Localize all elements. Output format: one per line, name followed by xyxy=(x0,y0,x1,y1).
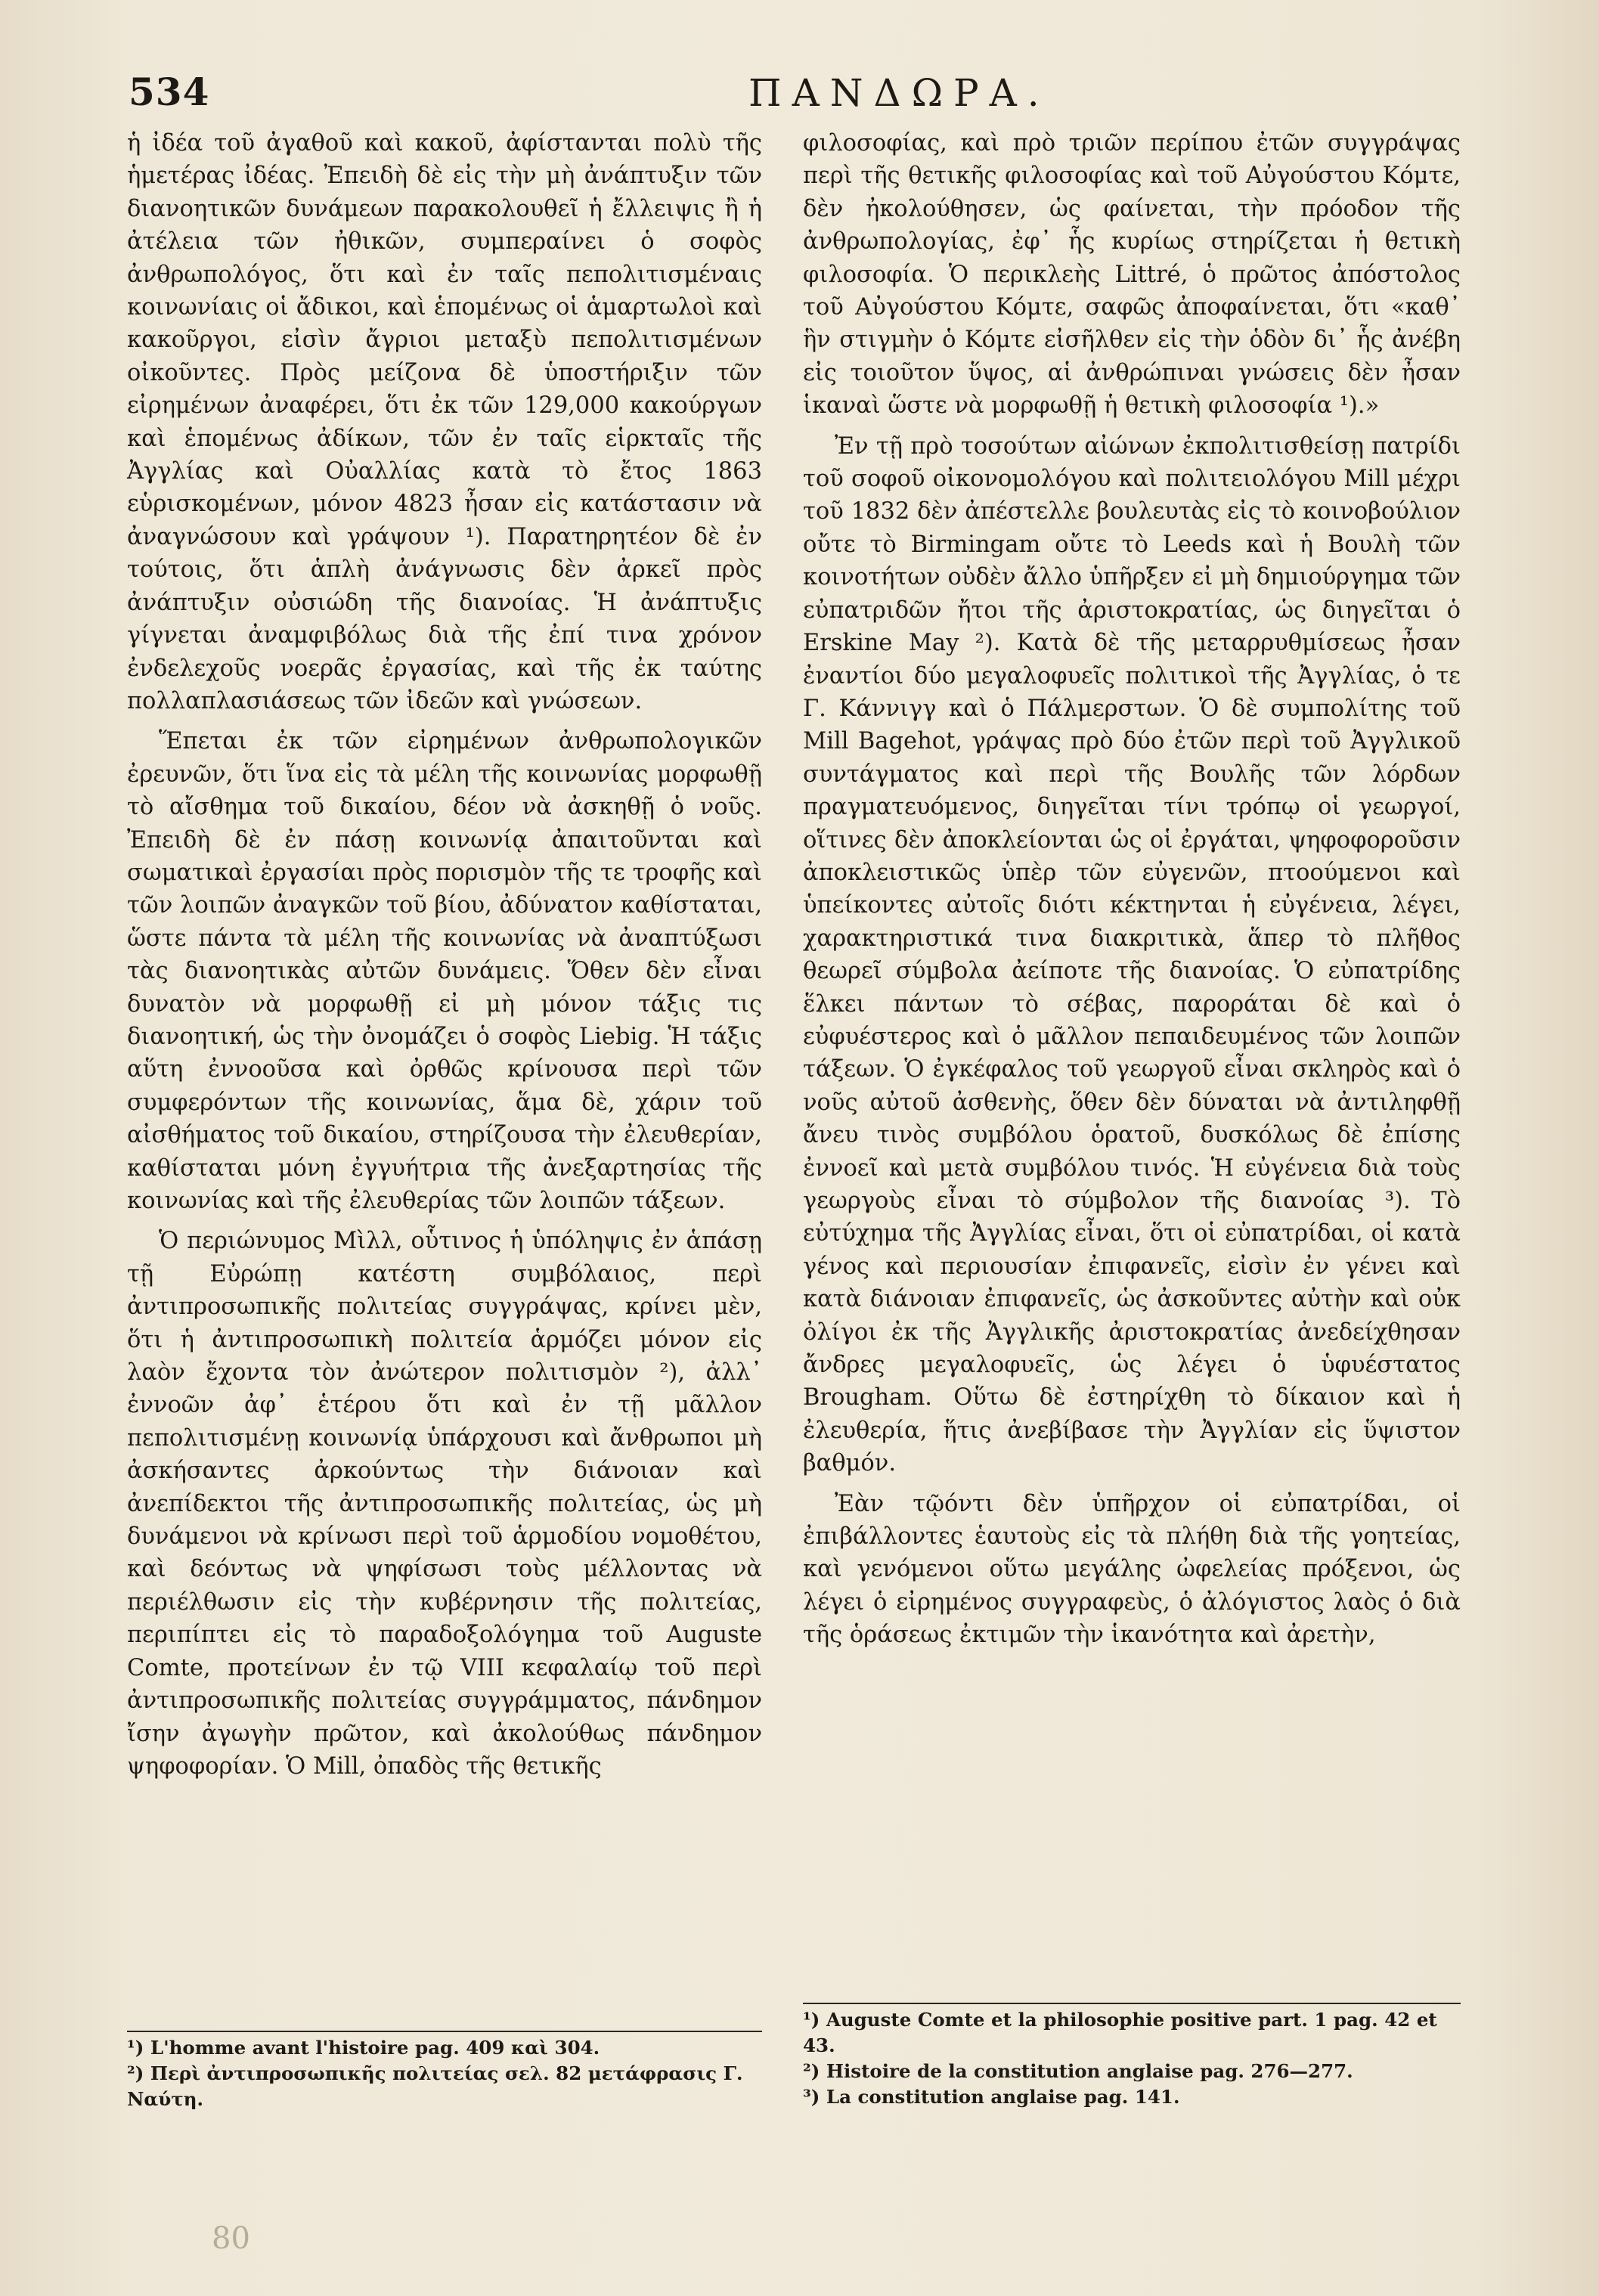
footnote: ¹) L'homme avant l'histoire pag. 409 καὶ 304. xyxy=(127,2037,600,2059)
footnotes-right xyxy=(803,2007,1461,2110)
paragraph: φιλοσοφίας, καὶ πρὸ τριῶν περίπου ἐτῶν συγγράψας περὶ τῆς θετικῆς φιλοσοφίας καὶ τοῦ Αὐγούστου Κόμτε, δὲν ἠκολούθησεν, ὡς φαίνεται, τὴν πρόοδον τῆς ἀνθρωπολογίας, ἐφ᾽ ἧς κυρίως στηρίζεται ἡ θετικὴ φιλοσοφία. Ὁ περικλεὴς Littré, ὁ πρῶτος ἀπόστολος τοῦ Αὐγούστου Κόμτε, σαφῶς ἀποφαίνεται, ὅτι «καθ᾽ ἣν στιγμὴν ὁ Κόμτε εἰσῆλθεν εἰς τὴν ὁδὸν δι᾽ ἧς ἀνέβη εἰς τοιοῦτον ὕψος, αἱ ἀνθρώπιναι γνώσεις δὲν ἦσαν ἱκαναὶ ὥστε νὰ μορφωθῇ ἡ θετικὴ φιλοσοφία ¹).» xyxy=(803,130,1461,420)
paragraph: Ἐὰν τῷόντι δὲν ὑπῆρχον οἱ εὐπατρίδαι, οἱ ἐπιβάλλοντες ἑαυτοὺς εἰς τὰ πλήθη διὰ τῆς γοητείας, καὶ γενόμενοι οὕτω μεγάλης ὠφελείας πρόξενοι, ὡς λέγει ὁ εἰρημένος συγγραφεὺς, ὁ ἀλόγιστος λαὸς ὁ διὰ τῆς ὁράσεως ἐκτιμῶν τὴν ἱκανότητα καὶ ἀρετὴν, xyxy=(803,1490,1461,1649)
left-column xyxy=(127,127,762,1783)
paragraph: Ὁ περιώνυμος Μὶλλ, οὗτινος ἡ ὑπόληψις ἐν ἁπάσῃ τῇ Εὐρώπῃ κατέστη συμβόλαιος, περὶ ἀντιπροσωπικῆς πολιτείας συγγράψας, κρίνει μὲν, ὅτι ἡ ἀντιπροσωπικὴ πολιτεία ἁρμόζει μόνον εἰς λαὸν ἔχοντα τὸν ἀνώτερον πολιτισμὸν ²), ἀλλ᾽ ἐννοῶν ἀφ᾽ ἑτέρου ὅτι καὶ ἐν τῇ μᾶλλον πεπολιτισμένῃ κοινωνίᾳ ὑπάρχουσι καὶ ἄνθρωποι μὴ ἀσκήσαντες ἀρκούντως τὴν διάνοιαν καὶ ἀνεπίδεκτοι τῆς ἀντιπροσωπικῆς πολιτείας, ὡς μὴ δυνάμενοι νὰ κρίνωσι περὶ τοῦ ἁρμοδίου νομοθέτου, καὶ δεόντως νὰ ψηφίσωσι τοὺς μέλλοντας νὰ περιέλθωσιν εἰς τὴν κυβέρνησιν τῆς πολιτείας, περιπίπτει εἰς τὸ παραδοξολόγημα τοῦ Auguste Comte, προτείνων ἐν τῷ VIII κεφαλαίῳ τοῦ περὶ ἀντιπροσωπικῆς πολιτείας συγγράμματος, πάνδημον ἴσην ἀγωγὴν πρῶτον, καὶ ἀκολούθως πάνδημον ψηφοφορίαν. Ὁ Mill, ὀπαδὸς τῆς θετικῆς xyxy=(127,1228,762,1780)
page-header xyxy=(129,70,1459,122)
footnote: ²) Περὶ ἀντιπροσωπικῆς πολιτείας σελ. 82 μετάφρασις Γ. Ναύτη. xyxy=(127,2062,743,2110)
running-title: ΠΑΝΔΩΡΑ. xyxy=(748,71,1050,115)
paragraph: Ἕπεται ἐκ τῶν εἰρημένων ἀνθρωπολογικῶν ἐρευνῶν, ὅτι ἵνα εἰς τὰ μέλη τῆς κοινωνίας μορφωθῇ τὸ αἴσθημα τοῦ δικαίου, δέον νὰ ἀσκηθῇ ὁ νοῦς. Ἐπειδὴ δὲ ἐν πάσῃ κοινωνίᾳ ἀπαιτοῦνται καὶ σωματικαὶ ἐργασίαι πρὸς πορισμὸν τῆς τε τροφῆς καὶ τῶν λοιπῶν ἀναγκῶν τοῦ βίου, ἀδύνατον καθίσταται, ὥστε πάντα τὰ μέλη τῆς κοινωνίας νὰ ἀναπτύξωσι τὰς διανοητικὰς αὐτῶν δυνάμεις. Ὅθεν δὲν εἶναι δυνατὸν νὰ μορφωθῇ εἰ μὴ μόνον τάξις τις διανοητική, ὡς τὴν ὀνομάζει ὁ σοφὸς Liebig. Ἡ τάξις αὕτη ἐννοοῦσα καὶ ὀρθῶς κρίνουσα περὶ τῶν συμφερόντων τῆς κοινωνίας, ἅμα δὲ, χάριν τοῦ αἰσθήματος τοῦ δικαίου, στηρίζουσα τὴν ἐλευθερίαν, καθίσταται μόνη ἐγγυήτρια τῆς ἀνεξαρτησίας τῆς κοινωνίας καὶ τῆς ἐλευθερίας τῶν λοιπῶν τάξεων. xyxy=(127,728,762,1214)
footnote-divider xyxy=(127,2031,762,2032)
footnotes-left xyxy=(127,2035,762,2112)
page-number: 534 xyxy=(129,70,210,114)
library-stamp: 80 xyxy=(212,2221,250,2256)
right-column xyxy=(803,127,1461,1652)
footnote-divider xyxy=(803,2003,1461,2004)
footnote: ²) Histoire de la constitution anglaise pag. 276—277. xyxy=(803,2060,1353,2082)
paragraph: Ἐν τῇ πρὸ τοσούτων αἰώνων ἐκπολιτισθείσῃ πατρίδι τοῦ σοφοῦ οἰκονομολόγου καὶ πολιτειολόγου Mill μέχρι τοῦ 1832 δὲν ἀπέστελλε βουλευτὰς εἰς τὸ κοινοβούλιον οὔτε τὸ Birmingam οὔτε τὸ Leeds καὶ ἡ Βουλὴ τῶν κοινοτήτων οὐδὲν ἄλλο ὑπῆρξεν εἰ μὴ δημιούργημα τῶν εὐπατριδῶν ἤτοι τῆς ἀριστοκρατίας, ὡς διηγεῖται ὁ Erskine May ²). Κατὰ δὲ τῆς μεταρρυθμίσεως ἦσαν ἐναντίοι δύο μεγαλοφυεῖς πολιτικοὶ τῆς Ἀγγλίας, ὁ τε Γ. Κάννιγγ καὶ ὁ Πάλμερστων. Ὁ δὲ συμπολίτης τοῦ Mill Bagehot, γράψας πρὸ δύο ἐτῶν περὶ τοῦ Ἀγγλικοῦ συντάγματος καὶ περὶ τῆς Βουλῆς τῶν λόρδων πραγματευόμενος, διηγεῖται τίνι τρόπῳ οἱ γεωργοί, οἵτινες δὲν ἀποκλείονται ὡς οἱ ἐργάται, ψηφοφοροῦσιν ἀποκλειστικῶς ὑπὲρ τῶν εὐγενῶν, πτοούμενοι καὶ ὑπείκοντες αὐτοῖς διότι κέκτηνται ἡ εὐγένεια, λέγει, χαρακτηριστικά τινα διακριτικὰ, ἅπερ τὸ πλῆθος θεωρεῖ σύμβολα ἀείποτε τῆς διανοίας. Ὁ εὐπατρίδης ἕλκει πάντων τὸ σέβας, παροράται δὲ καὶ ὁ εὐφυέστερος καὶ ὁ μᾶλλον πεπαιδευμένος τῶν λοιπῶν τάξεων. Ὁ ἐγκέφαλος τοῦ γεωργοῦ εἶναι σκληρὸς καὶ ὁ νοῦς αὐτοῦ ἀσθενὴς, ὅθεν δὲν δύναται νὰ ἀντιληφθῇ ἄνευ τινὸς συμβόλου ὁρατοῦ, δυσκόλως δὲ ἐπίσης ἐννοεῖ καὶ μετὰ συμβόλου τινός. Ἡ εὐγένεια διὰ τοὺς γεωργοὺς εἶναι τὸ σύμβολον τῆς διανοίας ³). Τὸ εὐτύχημα τῆς Ἀγγλίας εἶναι, ὅτι οἱ εὐπατρίδαι, οἱ κατὰ γένος καὶ περιουσίαν ἐπιφανεῖς, εἰσὶν ἐν γένει καὶ κατὰ διάνοιαν ἐπιφανεῖς, ὡς ἀσκοῦντες αὐτὴν καὶ οὐκ ὀλίγοι ἐκ τῆς Ἀγγλικῆς ἀριστοκρατίας ἀνεδείχθησαν ἄνδρες μεγαλοφυεῖς, ὡς λέγει ὁ ὑφυέστατος Brougham. Οὕτω δὲ ἐστηρίχθη τὸ δίκαιον καὶ ἡ ἐλευθερία, ἥτις ἀνεβίβασε τὴν Ἀγγλίαν εἰς ὕψιστον βαθμόν. xyxy=(803,432,1461,1477)
footnote: ³) La constitution anglaise pag. 141. xyxy=(803,2086,1180,2108)
footnote: ¹) Auguste Comte et la philosophie positive part. 1 pag. 42 et 43. xyxy=(803,2009,1437,2056)
paragraph: ἡ ἰδέα τοῦ ἀγαθοῦ καὶ κακοῦ, ἀφίστανται πολὺ τῆς ἡμετέρας ἰδέας. Ἐπειδὴ δὲ εἰς τὴν μὴ ἀνάπτυξιν τῶν διανοητικῶν δυνάμεων παρακολουθεῖ ἡ ἔλλειψις ἢ ἡ ἀτέλεια τῶν ἠθικῶν, συμπεραίνει ὁ σοφὸς ἀνθρωπολόγος, ὅτι καὶ ἐν ταῖς πεπολιτισμέναις κοινωνίαις οἱ ἄδικοι, καὶ ἑπομένως οἱ ἁμαρτωλοὶ καὶ κακοῦργοι, εἰσὶν ἄγριοι μεταξὺ πεπολιτισμένων οἰκοῦντες. Πρὸς μείζονα δὲ ὑποστήριξιν τῶν εἰρημένων ἀναφέρει, ὅτι ἐκ τῶν 129,000 κακούργων καὶ ἑπομένως ἀδίκων, τῶν ἐν ταῖς εἱρκταῖς τῆς Ἀγγλίας καὶ Οὐαλλίας κατὰ τὸ ἔτος 1863 εὑρισκομένων, μόνον 4823 ἦσαν εἰς κατάστασιν νὰ ἀναγνώσουν καὶ γράψουν ¹). Παρατηρητέον δὲ ἐν τούτοις, ὅτι ἁπλὴ ἀνάγνωσις δὲν ἀρκεῖ πρὸς ἀνάπτυξιν οὐσιώδη τῆς διανοίας. Ἡ ἀνάπτυξις γίγνεται ἀναμφιβόλως διὰ τῆς ἐπί τινα χρόνον ἐνδελεχοῦς νοερᾶς ἐργασίας, καὶ τῆς ἐκ ταύτης πολλαπλασιάσεως τῶν ἰδεῶν καὶ γνώσεων. xyxy=(127,130,762,714)
